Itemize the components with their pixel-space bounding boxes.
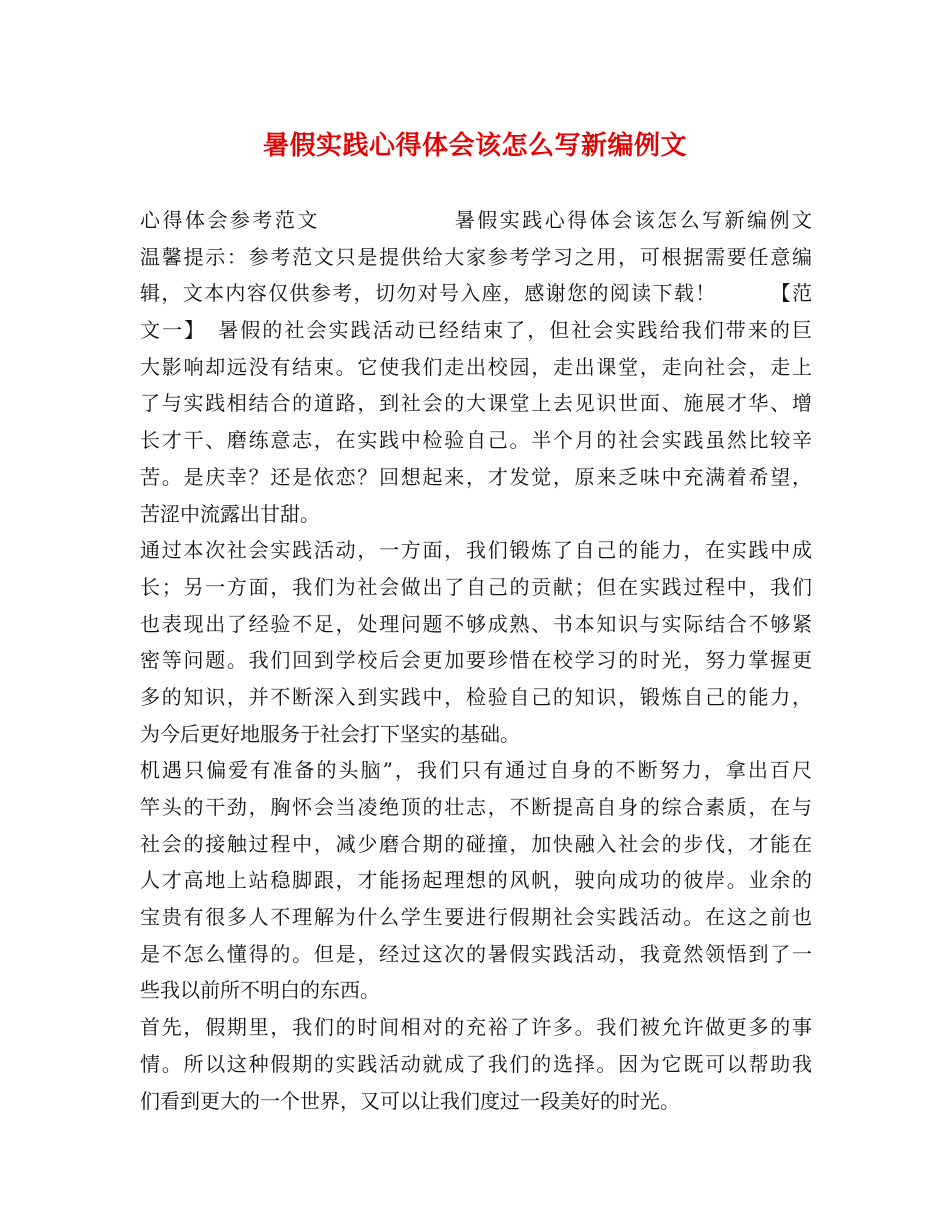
- text-line: 大影响却远没有结束。它使我们走出校园，走出课堂，走向社会，走上: [140, 354, 812, 379]
- text-line: 是不怎么懂得的。但是，经过这次的暑假实践活动，我竟然领悟到了一: [140, 941, 812, 966]
- text-line: 些我以前所不明白的东西。: [140, 978, 380, 1003]
- text-line: 文一】 暑假的社会实践活动已经结束了，但社会实践给我们带来的巨: [140, 318, 812, 343]
- text-line: 长；另一方面，我们为社会做出了自己的贡献；但在实践过程中，我们: [140, 574, 812, 599]
- text-line: 苦涩中流露出甘甜。: [140, 501, 320, 526]
- text-line: 首先，假期里，我们的时间相对的充裕了许多。我们被允许做更多的事: [140, 1015, 812, 1040]
- document-title: 暑假实践心得体会该怎么写新编例文: [262, 131, 687, 161]
- text-line: 竿头的干劲，胸怀会当凌绝顶的壮志，不断提高自身的综合素质，在与: [140, 795, 812, 819]
- text-line: 密等问题。我们回到学校后会更加要珍惜在校学习的时光，努力掌握更: [140, 648, 812, 673]
- text-line: 温馨提示：参考范文只是提供给大家参考学习之用，可根据需要任意编: [140, 244, 812, 269]
- text-line: 通过本次社会实践活动，一方面，我们锻炼了自己的能力，在实践中成: [140, 538, 812, 563]
- text-line: 机遇只偏爱有准备的头脑”，我们只有通过自身的不断努力，拿出百尺: [140, 758, 812, 783]
- text-line: 人才高地上站稳脚跟，才能扬起理想的风帆，驶向成功的彼岸。业余的: [140, 868, 812, 893]
- text-line: 为今后更好地服务于社会打下坚实的基础。: [140, 721, 520, 746]
- text-line: 了与实践相结合的道路，到社会的大课堂上去见识世面、施展才华、增: [140, 391, 812, 416]
- text-line: 多的知识，并不断深入到实践中，检验自己的知识，锻炼自己的能力，: [140, 684, 812, 709]
- text-line: 苦。是庆幸？还是依恋？回想起来，才发觉，原来乏味中充满着希望，: [140, 464, 812, 489]
- text-line: 辑，文本内容仅供参考，切勿对号入座，感谢您的阅读下载！ 【范: [140, 281, 812, 306]
- text-line: 宝贵有很多人不理解为什么学生要进行假期社会实践活动。在这之前也: [140, 905, 812, 930]
- text-line: 情。所以这种假期的实践活动就成了我们的选择。因为它既可以帮助我: [140, 1051, 812, 1076]
- text-line: 社会的接触过程中，减少磨合期的碰撞，加快融入社会的步伐，才能在: [140, 831, 812, 856]
- text-line: 也表现出了经验不足，处理问题不够成熟、书本知识与实际结合不够紧: [140, 611, 812, 636]
- text-line: 们看到更大的一个世界，又可以让我们度过一段美好的时光。: [140, 1088, 680, 1113]
- text-line: 长才干、磨练意志，在实践中检验自己。半个月的社会实践虽然比较辛: [140, 428, 812, 453]
- text-line: 心得体会参考范文 暑假实践心得体会该怎么写新编例文: [140, 208, 812, 232]
- document-body: [140, 202, 812, 1119]
